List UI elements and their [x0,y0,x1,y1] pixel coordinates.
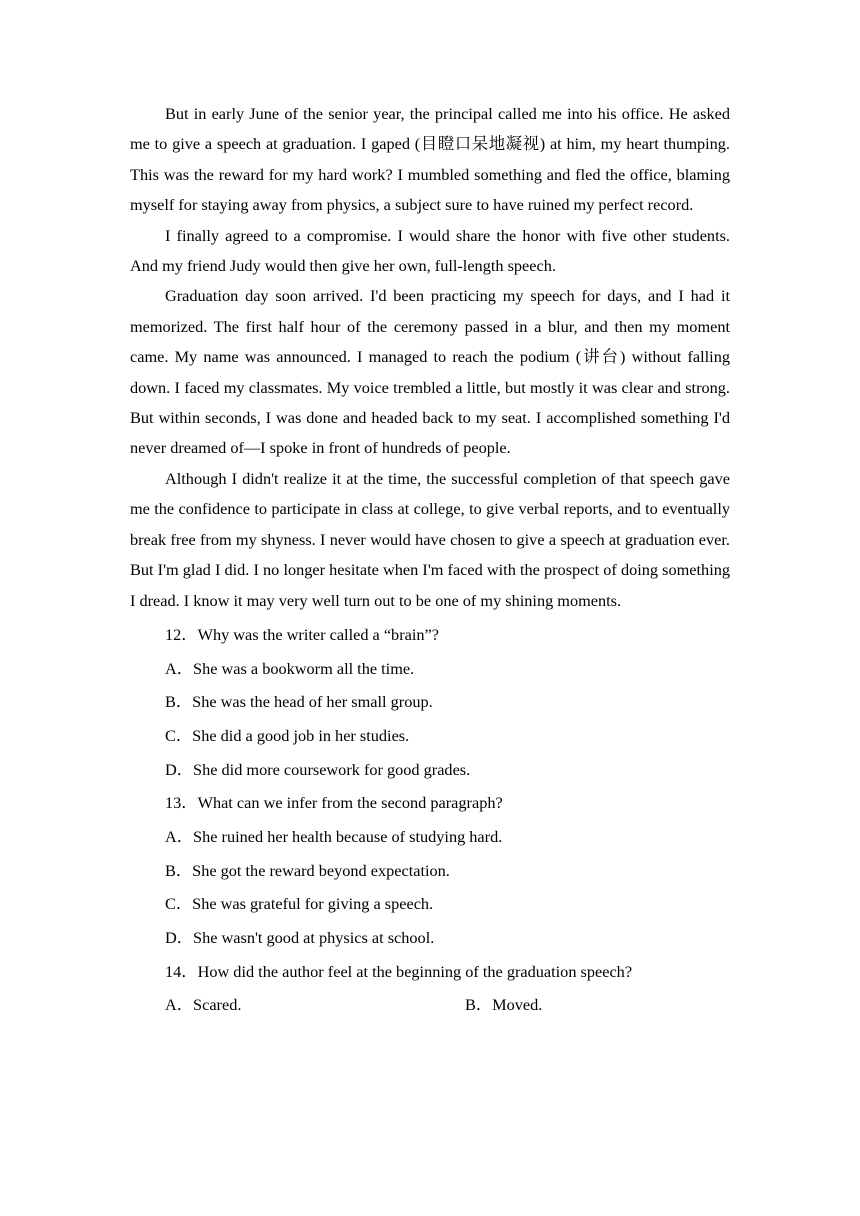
option-14-a [165,995,241,1014]
option-letter: A． [165,658,194,678]
option-13-b [130,854,730,888]
option-letter: D． [165,759,194,779]
option-13-d [130,921,730,955]
question-13 [130,786,730,820]
option-letter: C． [165,894,193,914]
option-12-c [130,719,730,753]
question-14 [130,955,730,989]
question-text: What can we infer from the second paragraph? [197,793,503,813]
option-text: She ruined her health because of studying hard. [193,827,503,847]
option-13-a [130,820,730,854]
option-letter: B． [165,692,193,712]
question-text: How did the author feel at the beginning of the graduation speech? [197,961,633,981]
option-letter: A． [165,995,194,1015]
option-letter: D． [165,928,194,948]
option-letter: A． [165,827,194,847]
option-text: She wasn't good at physics at school. [193,928,435,948]
paragraph-2: I finally agreed to a compromise. I would share the honor with five other students. And my friend Judy would then give her own, full-length speech. [130,225,730,276]
option-14-b [465,988,542,1022]
option-letter: B． [165,860,193,880]
option-row-14-ab [130,988,730,1022]
question-text: Why was the writer called a “brain”? [197,624,439,644]
paragraph-3: Graduation day soon arrived. I'd been practicing my speech for days, and I had it memorized. The first half hour of the ceremony passed in a blur, and then my moment came. My name was announced. I managed to reach the podium (讲台) without falling down. I faced my classmates. My voice trembled a little, but mostly it was clear and strong. But within seconds, I was done and headed back to my seat. I accomplished something I'd never dreamed of—I spoke in front of hundreds of people. [130,286,730,458]
question-number: 12． [165,624,198,644]
option-text: She did a good job in her studies. [192,725,410,745]
document-page [130,99,730,1022]
option-text: She got the reward beyond expectation. [192,860,450,880]
option-13-c [130,887,730,921]
question-number: 13． [165,793,198,813]
question-number: 14． [165,961,198,981]
option-text: She was a bookworm all the time. [193,658,415,678]
option-text: Moved. [492,995,543,1015]
question-12 [130,618,730,652]
option-text: She was grateful for giving a speech. [192,894,434,914]
option-text: Scared. [193,995,242,1015]
option-letter: B． [465,995,493,1015]
option-12-a [130,652,730,686]
option-letter: C． [165,725,193,745]
question-list [130,618,730,1022]
option-12-d [130,753,730,787]
paragraph-1: But in early June of the senior year, the principal called me into his office. He asked me to give a speech at graduation. I gaped (目瞪口呆地凝视) at him, my heart thumping. This was the reward for my hard work? I mumbled something and fled the office, blaming myself for staying away from physics, a subject sure to have ruined my perfect record. [130,104,730,215]
option-text: She was the head of her small group. [192,692,433,712]
option-12-b [130,685,730,719]
paragraph-4: Although I didn't realize it at the time, the successful completion of that speech gave me the confidence to participate in class at college, to give verbal reports, and to eventually break free from my shyness. I never would have chosen to give a speech at graduation ever. But I'm glad I did. I no longer hesitate when I'm faced with the prospect of doing something I dread. I know it may very well turn out to be one of my shining moments. [130,468,730,610]
option-text: She did more coursework for good grades. [193,759,471,779]
